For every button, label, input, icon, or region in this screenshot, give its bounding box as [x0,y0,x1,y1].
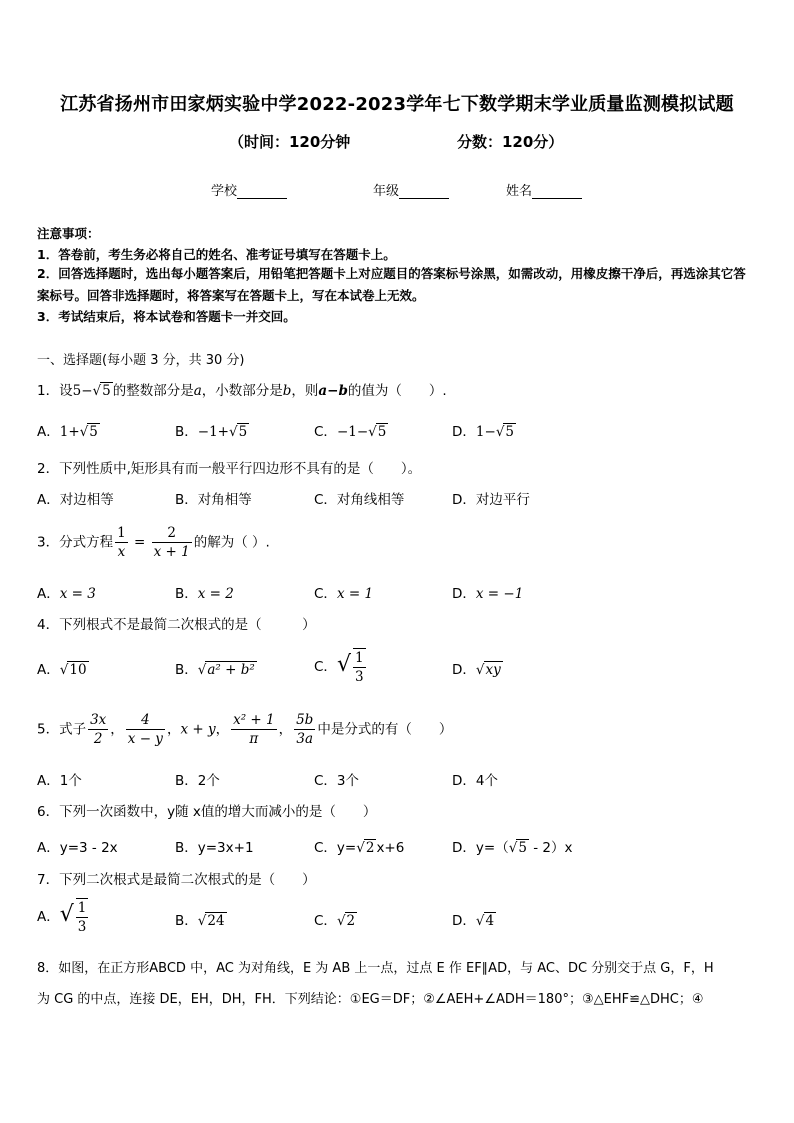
q6-option-a: A．y=3 - 2x [37,840,118,856]
q3-option-a: A．x = 3 [37,586,96,602]
name-field: 姓名 [506,180,582,199]
question-1: 1．设5−√5 的整数部分是a，小数部分是b，则a−b的值为（ ）. [37,383,447,399]
q1-option-d: D．1−√5 [452,424,515,440]
q7-option-c: C．√2 [314,913,356,929]
q3-option-c: C．x = 1 [314,586,374,602]
q5-option-c: C．3个 [314,773,360,789]
q4-option-a: A．√10 [37,662,87,678]
score-label: 分数：120分） [457,133,564,151]
question-8-line-2: 为 CG 的中点，连接 DE，EH，DH，FH．下列结论：①EG＝DF；②∠AEH+∠ADH＝180°；③△EHF≌△DHC；④ [37,992,704,1007]
question-4: 4．下列根式不是最简二次根式的是（ ） [37,617,316,633]
question-6: 6．下列一次函数中，y随 x值的增大而减小的是（ ） [37,804,377,820]
q2-option-d: D．对边平行 [452,492,530,508]
q2-option-c: C．对角线相等 [314,492,405,508]
q5-option-b: B．2个 [175,773,220,789]
grade-field: 年级 [373,180,449,199]
q4-option-c: C．√ $\frac{1}{3}$ [314,650,364,685]
page-title: 江苏省扬州市田家炳实验中学2022-2023学年七下数学期末学业质量监测模拟试题 [60,94,734,115]
q6-option-c: C．y=√2 x+6 [314,840,405,856]
school-field: 学校 [211,180,287,199]
q7-option-d: D．√4 [452,913,495,929]
note-1: 1．答卷前，考生务必将自己的姓名、准考证号填写在答题卡上。 [37,247,396,262]
q6-option-d: D．y=（√5 - 2）x [452,840,573,856]
question-7: 7．下列二次根式是最简二次根式的是（ ） [37,872,316,888]
q7-option-b: B．√24 [175,913,225,929]
q2-option-a: A．对边相等 [37,492,114,508]
question-8-line-1: 8．如图，在正方形ABCD 中，AC 为对角线，E 为 AB 上一点，过点 E 作 EF∥AD，与 AC、DC 分别交于点 G，F，H [37,961,714,976]
question-5: 5．式子 $\frac{3x}{2}$ ， $\frac{4}{x - y}$ ，x + y， $\frac{\text{x² + 1}}{\pi}$ ， $\frac{5b}{3a}$ 中是分式的有（ ） [37,712,453,747]
note-2: 2．回答选择题时，选出每小题答案后，用铅笔把答题卡上对应题目的答案标号涂黑，如需改动，用橡皮擦干净后，再选涂其它答案标号。回答非选择题时，将答案写在答题卡上，写在本试卷上无效。 [37,266,746,303]
q3-option-d: D．x = −1 [452,586,524,602]
q1-option-b: B．−1+√5 [175,424,248,440]
q4-option-b: B．√a² + b² [175,662,255,678]
notes-heading: 注意事项： [37,226,100,241]
q4-option-d: D．√xy [452,662,501,678]
q2-option-b: B．对角相等 [175,492,252,508]
q5-option-a: A．1个 [37,773,82,789]
note-3: 3．考试结束后，将本试卷和答题卡一并交回。 [37,309,296,324]
question-2: 2．下列性质中,矩形具有而一般平行四边形不具有的是（ ）。 [37,461,422,477]
q1-option-a: A．1+√5 [37,424,98,440]
question-3: 3．分式方程 $\frac{1}{x}$ = $\frac{2}{x + 1}$ 的解为（ ）. [37,525,270,560]
section-heading: 一、选择题(每小题 3 分，共 30 分) [37,353,245,368]
time-label: （时间：120分钟 [229,133,351,151]
q1-option-c: C．−1−√5 [314,424,387,440]
q3-option-b: B．x = 2 [175,586,234,602]
q6-option-b: B．y=3x+1 [175,840,254,856]
q7-option-a: A．√ $\frac{1}{3}$ [37,900,87,935]
q5-option-d: D．4个 [452,773,498,789]
